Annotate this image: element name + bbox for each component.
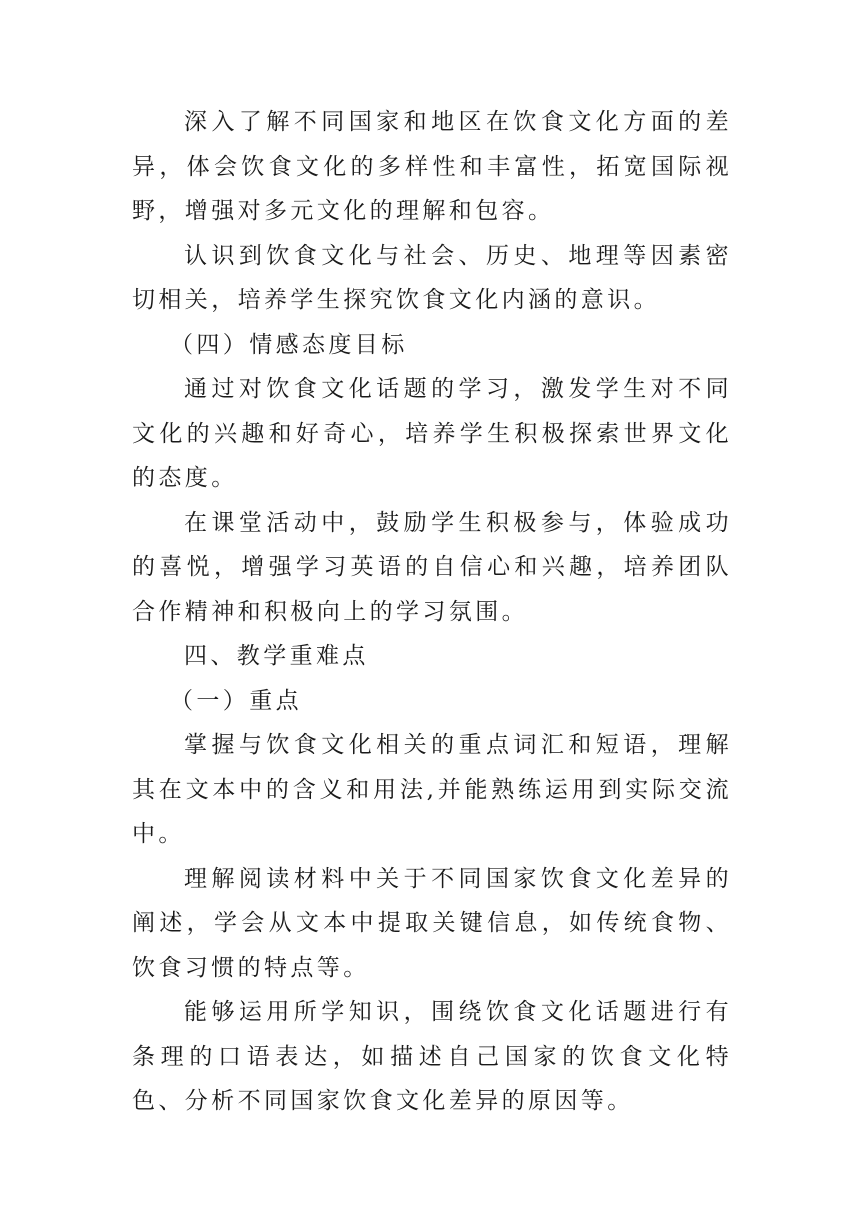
paragraph-2: 认识到饮食文化与社会、历史、地理等因素密切相关，培养学生探究饮食文化内涵的意识。: [132, 242, 732, 313]
document-page: [132, 100, 732, 1124]
paragraph-7: 能够运用所学知识，围绕饮食文化话题进行有条理的口语表达，如描述自己国家的饮食文化特色、分析不同国家饮食文化差异的原因等。: [132, 999, 732, 1114]
paragraph-1: 深入了解不同国家和地区在饮食文化方面的差异，体会饮食文化的多样性和丰富性，拓宽国际视野，增强对多元文化的理解和包容。: [132, 109, 732, 224]
paragraph-3: 通过对饮食文化话题的学习，激发学生对不同文化的兴趣和好奇心，培养学生积极探索世界文化的态度。: [132, 376, 732, 491]
paragraph-5: 掌握与饮食文化相关的重点词汇和短语，理解其在文本中的含义和用法,并能熟练运用到实际交流中。: [132, 732, 732, 847]
heading-affective-goals: （四）情感态度目标: [170, 331, 408, 358]
paragraph-4: 在课堂活动中，鼓励学生积极参与，体验成功的喜悦，增强学习英语的自信心和兴趣，培养团队合作精神和积极向上的学习氛围。: [132, 509, 732, 625]
heading-key-points: （一）重点: [170, 687, 302, 714]
heading-key-difficult-points: 四、教学重难点: [184, 643, 369, 669]
paragraph-6: 理解阅读材料中关于不同国家饮食文化差异的阐述，学会从文本中提取关键信息，如传统食物、饮食习惯的特点等。: [132, 865, 732, 981]
